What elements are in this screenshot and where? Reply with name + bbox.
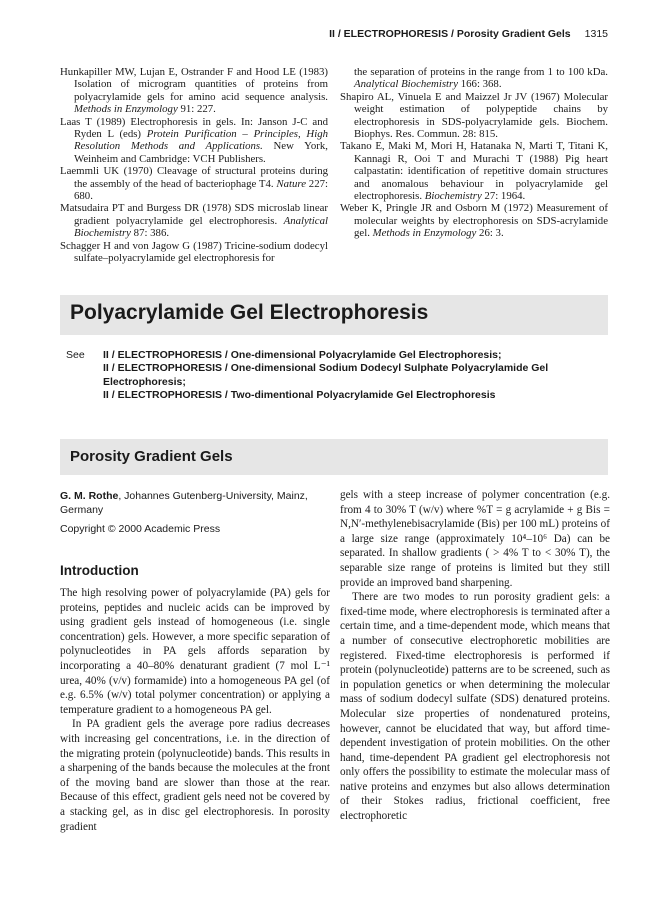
section-heading-introduction: Introduction <box>60 563 139 578</box>
reference-text: Shapiro AL, Vinuela E and Maizzel Jr JV (1967) Molecular weight estimation of polypeptide chains by electrophoresis in SDS-polyacrylamide gels. Biochem. Biophys. Res. Commun. 28: 815. <box>340 90 608 141</box>
article-title-banner <box>60 439 608 475</box>
copyright: Copyright © 2000 Academic Press <box>60 523 221 535</box>
article-title: Porosity Gradient Gels <box>70 448 233 465</box>
reference-journal: Biochemistry <box>424 190 482 203</box>
reference-text: Hunkapiller MW, Lujan E, Ostrander F and Hood LE (1983) Isolation of microgram quantities of proteins from polyacrylamide gels for amino acid sequence analysis. <box>60 66 328 103</box>
reference-text: Weber K, Pringle JR and Osborn M (1972) Measurement of molecular weights by electrophoresis on SDS-acrylamide gel. <box>340 202 608 240</box>
body-paragraph: There are two modes to run porosity gradient gels: a fixed-time mode, where electrophoresis is terminated after a certain time, and a time-dependent mode, which means that a number of consecutive electrophoretic mobilities are registered. Fixed-time electrophoresis is performed if protein (polynucleotide) patterns are to be screened, such as in population genetics or when determining the molecular mass of sodium dodecyl sulfate (SDS) denatured proteins. Molecular size properties of nondenatured proteins, however, cannot be elucidated that way, but afford time-dependent investigation of protein mobilities. On the other hand, time-dependent PA gradient gel electrophoresis not only offers the possibility to estimate the molecular mass of native proteins and enzymes but also allows determination of their Stokes radius, frictional coefficient, free electrophoretic <box>340 591 610 823</box>
main-title: Polyacrylamide Gel Electrophoresis <box>70 301 429 324</box>
see-also-link[interactable]: II / ELECTROPHORESIS / One-dimensional Sodium Dodecyl Sulphate Polyacrylamide Gel Electrophoresis; <box>103 362 549 388</box>
reference-entry <box>60 202 328 239</box>
reference-text: 26: 3. <box>476 227 504 240</box>
reference-text: New York, Weinheim and Cambridge: VCH Publishers. <box>74 140 328 165</box>
references-left-column <box>60 66 328 265</box>
reference-entry <box>60 66 328 116</box>
see-also-link[interactable]: II / ELECTROPHORESIS / One-dimensional Polyacrylamide Gel Electrophoresis; <box>103 349 502 361</box>
author-affiliation: , Johannes Gutenberg-University, Mainz, Germany <box>60 490 308 516</box>
reference-journal: Methods in Enzymology <box>372 227 477 240</box>
reference-journal: Nature <box>276 177 306 190</box>
reference-journal: Analytical Biochemistry <box>354 78 459 91</box>
author-name: G. M. Rothe <box>60 490 119 502</box>
body-left-column <box>60 586 330 834</box>
reference-entry <box>340 66 608 91</box>
body-paragraph: The high resolving power of polyacrylamide (PA) gels for proteins, peptides and nucleic acids can be improved by using gradient gels instead of homogeneous (i.e. single concentration) gels. However, a more specific separation of polynucleotides in PA gels affords separation by incorporating a 40–80% denaturant gradient (7 mol L⁻¹ urea, 40% (v/v) formamide) into a homogeneous PA gel (of e.g. 6.5% (w/v) total polymer concentration) or applying a temperature gradient to a homogeneous PA gel. <box>60 587 330 716</box>
reference-entry <box>60 165 328 202</box>
reference-journal: Protein Purification – Principles, High Resolution Methods and Applications. <box>74 128 328 153</box>
references-right-column <box>340 66 608 240</box>
reference-text: Laemmli UK (1970) Cleavage of structural proteins during the assembly of the head of bacteriophage T4. <box>60 165 328 190</box>
reference-text: 91: 227. <box>177 103 216 116</box>
reference-text: 227: 680. <box>74 177 328 203</box>
reference-text: Takano E, Maki M, Mori H, Hatanaka N, Marti T, Titani K, Kannagi R, Ooi T and Murachi T (1988) Pig heart calpastatin: identification of repetitive domain structures and anomalous behaviour in polyacrylamide gel electrophoresis. <box>340 140 608 203</box>
reference-text: 27: 1964. <box>481 190 526 203</box>
body-paragraph: In PA gradient gels the average pore radius decreases with increasing gel concentrations, i.e. in the direction of the migrating protein (polynucleotide) bands. This results in a sharpening of the bands because the molecules at the front of the moving band are slower than those at the rear. Because of this effect, gradient gels need not be covered by a stacking gel, as in disc gel electrophoresis. In porosity gradient <box>60 718 330 833</box>
running-head <box>60 28 608 40</box>
reference-entry <box>340 91 608 141</box>
reference-text: the separation of proteins in the range from 1 to 100 kDa. <box>354 66 608 78</box>
reference-text: Laas T (1989) Electrophoresis in gels. In: Janson J-C and Ryden L (eds) <box>60 115 328 141</box>
running-title: II / ELECTROPHORESIS / Porosity Gradient Gels <box>329 28 571 40</box>
author-block <box>60 489 330 517</box>
reference-journal: Analytical Biochemistry <box>74 214 328 240</box>
reference-text: 87: 386. <box>130 227 170 240</box>
see-label: See <box>66 349 85 361</box>
reference-journal: Methods in Enzymology <box>74 103 178 116</box>
reference-entry <box>340 140 608 202</box>
reference-entry <box>60 116 328 166</box>
see-also-list <box>103 349 606 402</box>
reference-entry <box>60 240 328 265</box>
reference-text: Matsudaira PT and Burgess DR (1978) SDS microslab linear gradient polyacrylamide gel electrophoresis. <box>60 202 328 227</box>
see-also-link[interactable]: II / ELECTROPHORESIS / Two-dimentional Polyacrylamide Gel Electrophoresis <box>103 388 496 401</box>
reference-text: Schagger H and von Jagow G (1987) Tricine-sodium dodecyl sulfate–polyacrylamide gel electrophoresis for <box>60 239 328 265</box>
reference-text: 166: 368. <box>458 78 502 91</box>
page-number: 1315 <box>584 28 608 40</box>
reference-entry <box>340 202 608 239</box>
body-right-column <box>340 488 610 824</box>
body-paragraph: gels with a steep increase of polymer concentration (e.g. from 4 to 30% T (w/v) where %T = g acrylamide + g Bis = N,N′-methylenebisacrylamide (Bis) per 100 mL) proteins of a large size range (approximately 10⁴–10⁶ Da) can be separated. In shallow gradients ( > 4% T to < 30% T), the separable size range of proteins is limited but they still provide an improved band sharpening. <box>340 489 610 589</box>
main-title-banner <box>60 295 608 335</box>
